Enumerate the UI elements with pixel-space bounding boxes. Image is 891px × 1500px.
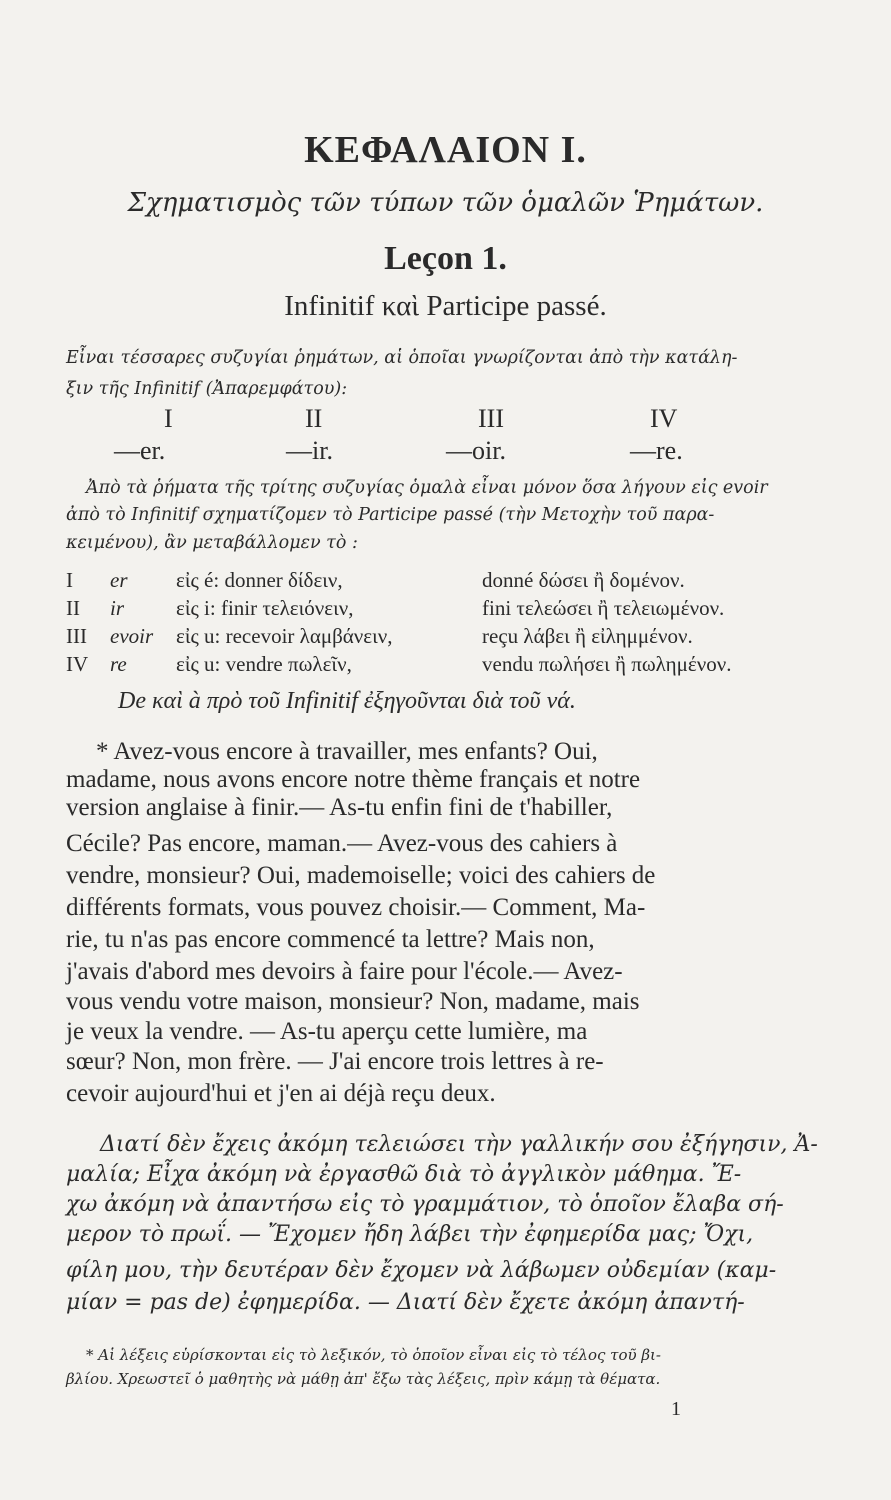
verb-row-number: II — [66, 596, 80, 620]
verb-row-ending: evoir — [110, 624, 154, 648]
verb-row-number: I — [66, 568, 73, 592]
verb-row-change: εἰς u: vendre πωλεῖν, — [176, 652, 352, 676]
participle-note-line: κειμένου), ἂν μεταβάλλομεν τὸ : — [66, 533, 358, 553]
chapter-subtitle: Σχηματισμὸς τῶν τύπων τῶν ὁμαλῶν Ῥημάτων. — [127, 188, 764, 218]
conjugation-ending: —re. — [630, 436, 683, 465]
verb-row-ending: ir — [110, 596, 125, 620]
footnote-line: βλίου. Χρεωστεῖ ὁ μαθητὴς νὰ μάθῃ ἀπ' ἔξω τὰς λέξεις, πρὶν κάμῃ τὰ θέματα. — [66, 1370, 661, 1388]
french-exercise-line: je veux la vendre. — As-tu aperçu cette lumière, ma — [66, 1018, 588, 1045]
participle-note-line: ἀπὸ τὸ Infinitif σχηματίζομεν τὸ Participe passé (τὴν Μετοχὴν τοῦ παρα- — [66, 505, 715, 525]
verb-row-participle: vendu πωλήσει ἢ πωλημένον. — [482, 652, 732, 676]
conjugation-ending: —ir. — [286, 436, 333, 465]
verb-row-number: III — [66, 624, 87, 648]
conjugation-ending: —oir. — [446, 436, 506, 465]
french-exercise-line: rie, tu n'as pas encore commencé ta lettre? Mais non, — [66, 926, 595, 953]
page-number: 1 — [671, 1398, 681, 1420]
greek-exercise-line: μαλία; Εἶχα ἀκόμη νὰ ἐργασθῶ διὰ τὸ ἀγγλικὸν μάθημα. Ἔ- — [66, 1162, 742, 1187]
greek-exercise-line: μερον τὸ πρωΐ. — Ἔχομεν ἤδη λάβει τὴν ἐφημερίδα μας; Ὄχι, — [66, 1222, 754, 1247]
intro-line: ξιν τῆς Infinitif (Ἀπαρεμφάτου): — [66, 379, 348, 399]
french-exercise-line: version anglaise à finir.— As-tu enfin fini de t'habiller, — [66, 794, 613, 821]
footnote-line: * Αἱ λέξεις εὑρίσκονται εἰς τὸ λεξικόν, τὸ ὁποῖον εἶναι εἰς τὸ τέλος τοῦ βι- — [86, 1346, 661, 1364]
french-exercise-line: vendre, monsieur? Oui, mademoiselle; voici des cahiers de — [66, 862, 656, 889]
french-exercise-line: * Avez-vous encore à travailler, mes enfants? Oui, — [96, 738, 598, 765]
conjugation-numeral: IV — [650, 404, 678, 433]
verb-row-participle: reçu λάβει ἢ εἰλημμένον. — [482, 624, 693, 648]
conjugation-numeral: II — [305, 404, 323, 433]
french-exercise-line: Cécile? Pas encore, maman.— Avez-vous des cahiers à — [66, 830, 618, 857]
conjugation-numeral: I — [164, 404, 173, 433]
verb-row-participle: fini τελεώσει ἢ τελειωμένον. — [482, 596, 725, 620]
verb-row-ending: re — [110, 652, 127, 676]
french-exercise-line: sœur? Non, mon frère. — J'ai encore trois lettres à re- — [66, 1048, 604, 1075]
verb-row-change: εἰς i: finir τελειόνειν, — [176, 596, 354, 620]
french-exercise-line: vous vendu votre maison, monsieur? Non, madame, mais — [66, 988, 640, 1015]
participle-note-line: Ἀπὸ τὰ ῥήματα τῆς τρίτης συζυγίας ὁμαλὰ εἶναι μόνον ὅσα λήγουν εἰς evoir — [86, 478, 768, 498]
french-exercise-line: j'avais d'abord mes devoirs à faire pour l'école.— Avez- — [66, 958, 623, 985]
intro-line: Εἶναι τέσσαρες συζυγίαι ῥημάτων, αἱ ὁποῖαι γνωρίζονται ἀπὸ τὴν κατάλη- — [66, 348, 738, 368]
greek-exercise-line: μίαν = pas de) ἐφημερίδα. — Διατί δὲν ἔχετε ἀκόμη ἀπαντή- — [66, 1290, 745, 1315]
french-exercise-line: madame, nous avons encore notre thème français et notre — [66, 766, 641, 793]
verb-row-change: εἰς u: recevoir λαμβάνειν, — [176, 624, 393, 648]
lesson-subtitle: Infinitif καὶ Participe passé. — [284, 290, 607, 322]
lesson-title: Leçon 1. — [384, 240, 507, 277]
de-a-rule-line: De καὶ à πρὸ τοῦ Infinitif ἐξηγοῦνται διὰ τοῦ νά. — [118, 688, 576, 714]
conjugation-ending: —er. — [114, 436, 166, 465]
verb-row-change: εἰς é: donner δίδειν, — [176, 568, 343, 592]
verb-row-number: IV — [66, 652, 89, 676]
french-exercise-line: cevoir aujourd'hui et j'en ai déjà reçu deux. — [66, 1080, 496, 1107]
french-exercise-line: différents formats, vous pouvez choisir.— Comment, Ma- — [66, 894, 646, 921]
verb-row-ending: er — [110, 568, 128, 592]
verb-row-participle: donné δώσει ἢ δομένον. — [482, 568, 685, 592]
greek-exercise-line: χω ἀκόμη νὰ ἀπαντήσω εἰς τὸ γραμμάτιον, τὸ ὁποῖον ἔλαβα σή- — [66, 1192, 784, 1217]
greek-exercise-line: Διατί δὲν ἔχεις ἀκόμη τελειώσει τὴν γαλλικήν σου ἐξήγησιν, Ἀ- — [100, 1132, 818, 1157]
chapter-title: ΚΕΦΑΛΑΙΟΝ Ι. — [304, 129, 587, 171]
conjugation-numeral: III — [478, 404, 504, 433]
greek-exercise-line: φίλη μου, τὴν δευτέραν δὲν ἔχομεν νὰ λάβωμεν οὐδεμίαν (καμ- — [66, 1258, 777, 1283]
